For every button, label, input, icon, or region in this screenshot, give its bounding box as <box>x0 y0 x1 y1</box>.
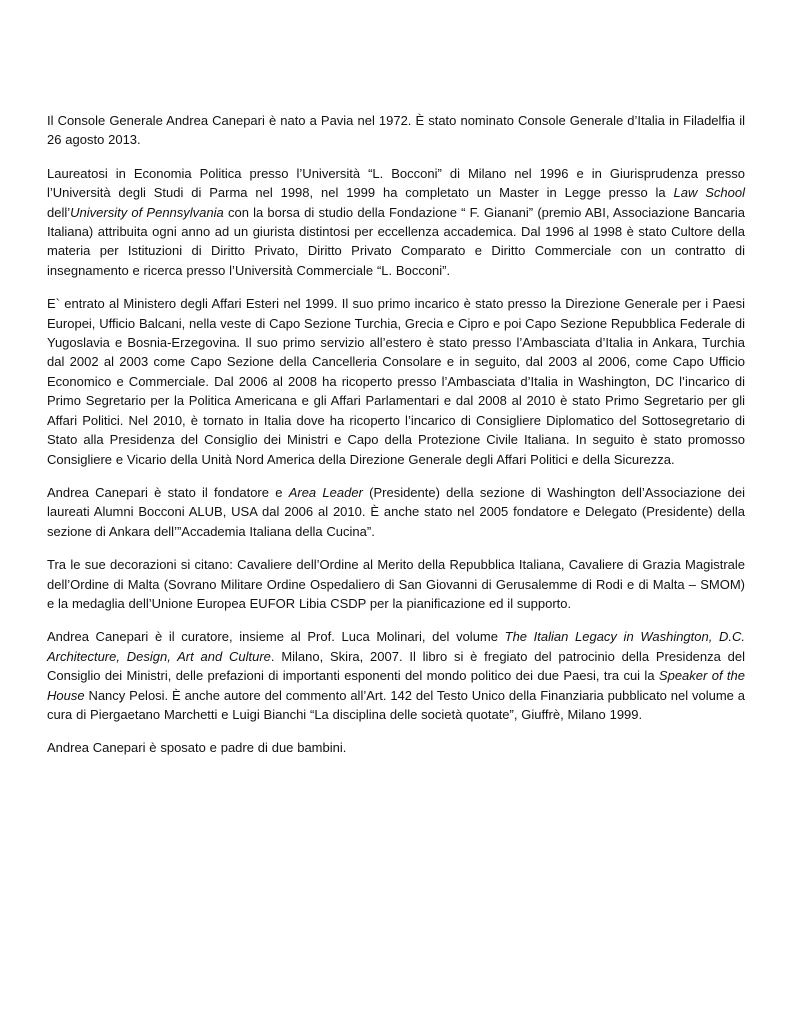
publications-text-1: Andrea Canepari è il curatore, insieme al Prof. Luca Molinari, del volume <box>47 629 505 645</box>
education-law-school: Law School <box>673 185 745 201</box>
education-text-1: Laureatosi in Economia Politica presso l’Università “L. Bocconi” di Milano nel 1996 e in Giurisprudenza presso l’Università degli Studi di Parma nel 1998, nel 1999 ha completato un Master in Legge presso la <box>47 165 745 201</box>
paragraph-associations <box>47 483 745 541</box>
paragraph-decorations <box>47 555 745 613</box>
education-text-2: dell’ <box>47 204 71 220</box>
publications-speaker-title: Speaker of the House <box>47 668 745 703</box>
associations-text-2: (Presidente) della sezione di Washington dell’Associazione dei laureati Alumni Bocconi ALUB, USA dal 2006 al 2010. È anche stato nel 2005 fondatore e Delegato (Presidente) della sezione di Ankara dell’”Accademia Italiana della Cucina”. <box>47 484 745 539</box>
paragraph-career-text: E` entrato al Ministero degli Affari Esteri nel 1999. Il suo primo incarico è stato presso la Direzione Generale per i Paesi Europei, Ufficio Balcani, nella veste di Capo Sezione Turchia, Grecia e Cipro e poi Capo Sezione Repubblica Federale di Yugoslavia e Bosnia-Erzegovina. Il suo primo servizio all’estero è stato presso l’Ambasciata d’Italia in Ankara, Turchia dal 2002 al 2003 come Capo Sezione della Cancelleria Consolare e in seguito, dal 2003 al 2006, come Capo Ufficio Economico e Commerciale. Dal 2006 al 2008 ha ricoperto presso l’Ambasciata d’Italia in Washington, DC l’incarico di Primo Segretario per la Politica Americana e gli Affari Parlamentari e dal 2008 al 2010 è stato Primo Segretario per gli Affari Politici. Nel 2010, è tornato in Italia dove ha ricoperto l’incarico di Consigliere Diplomatico del Sottosegretario di Stato alla Presidenza del Consiglio dei Ministri e Capo della Protezione Civile Italiana. In seguito è stato promosso Consigliere e Vicario della Unità Nord America della Direzione Generale degli Affari Politici e della Sicurezza. <box>47 296 745 467</box>
publications-text-3: Nancy Pelosi. È anche autore del commento all’Art. 142 del Testo Unico della Finanziaria pubblicato nel volume a cura di Piergaetano Marchetti e Luigi Bianchi “La disciplina delle società quotate”, Giuffrè, Milano 1999. <box>47 687 745 722</box>
paragraph-appointment-text: Il Console Generale Andrea Canepari è nato a Pavia nel 1972. È stato nominato Console Generale d’Italia in Filadelfia il 26 agosto 2013. <box>47 113 745 148</box>
paragraph-education <box>47 164 745 280</box>
biography-document <box>47 111 745 772</box>
paragraph-publications <box>47 627 745 724</box>
education-text-3: con la borsa di studio della Fondazione “ F. Gianani” (premio ABI, Associazione Bancaria Italiana) attribuita ogni anno ad un giurista distintosi per eccellenza accademica. Dal 1996 al 1998 è stato Cultore della materia per Istituzioni di Diritto Privato, Diritto Privato Comparato e Diritto Commerciale con un contratto di insegnamento e ricerca presso l’Università Commerciale “L. Bocconi”. <box>47 204 746 278</box>
publications-text-2: . Milano, Skira, 2007. Il libro si è fregiato del patrocinio della Presidenza del Consiglio dei Ministri, delle prefazioni di importanti esponenti del mondo politico dei due Paesi, tra cui la <box>47 648 745 684</box>
paragraph-career <box>47 294 745 469</box>
paragraph-family <box>47 738 745 757</box>
education-university-name: University of Pennsylvania <box>70 204 224 220</box>
paragraph-family-text: Andrea Canepari è sposato e padre di due bambini. <box>47 740 347 756</box>
paragraph-decorations-text: Tra le sue decorazioni si citano: Cavaliere dell’Ordine al Merito della Repubblica Italiana, Cavaliere di Grazia Magistrale dell’Ordine di Malta (Sovrano Militare Ordine Ospedaliero di San Giovanni di Gerusalemme di Rodi e di Malta – SMOM) e la medaglia dell’Unione Europea EUFOR Libia CSDP per la pianificazione ed il supporto. <box>47 557 745 611</box>
paragraph-appointment <box>47 111 745 150</box>
publications-book-title: The Italian Legacy in Washington, D.C. Architecture, Design, Art and Culture <box>47 629 745 664</box>
associations-text-1: Andrea Canepari è stato il fondatore e <box>47 484 289 500</box>
associations-area-leader: Area Leader <box>288 484 363 500</box>
